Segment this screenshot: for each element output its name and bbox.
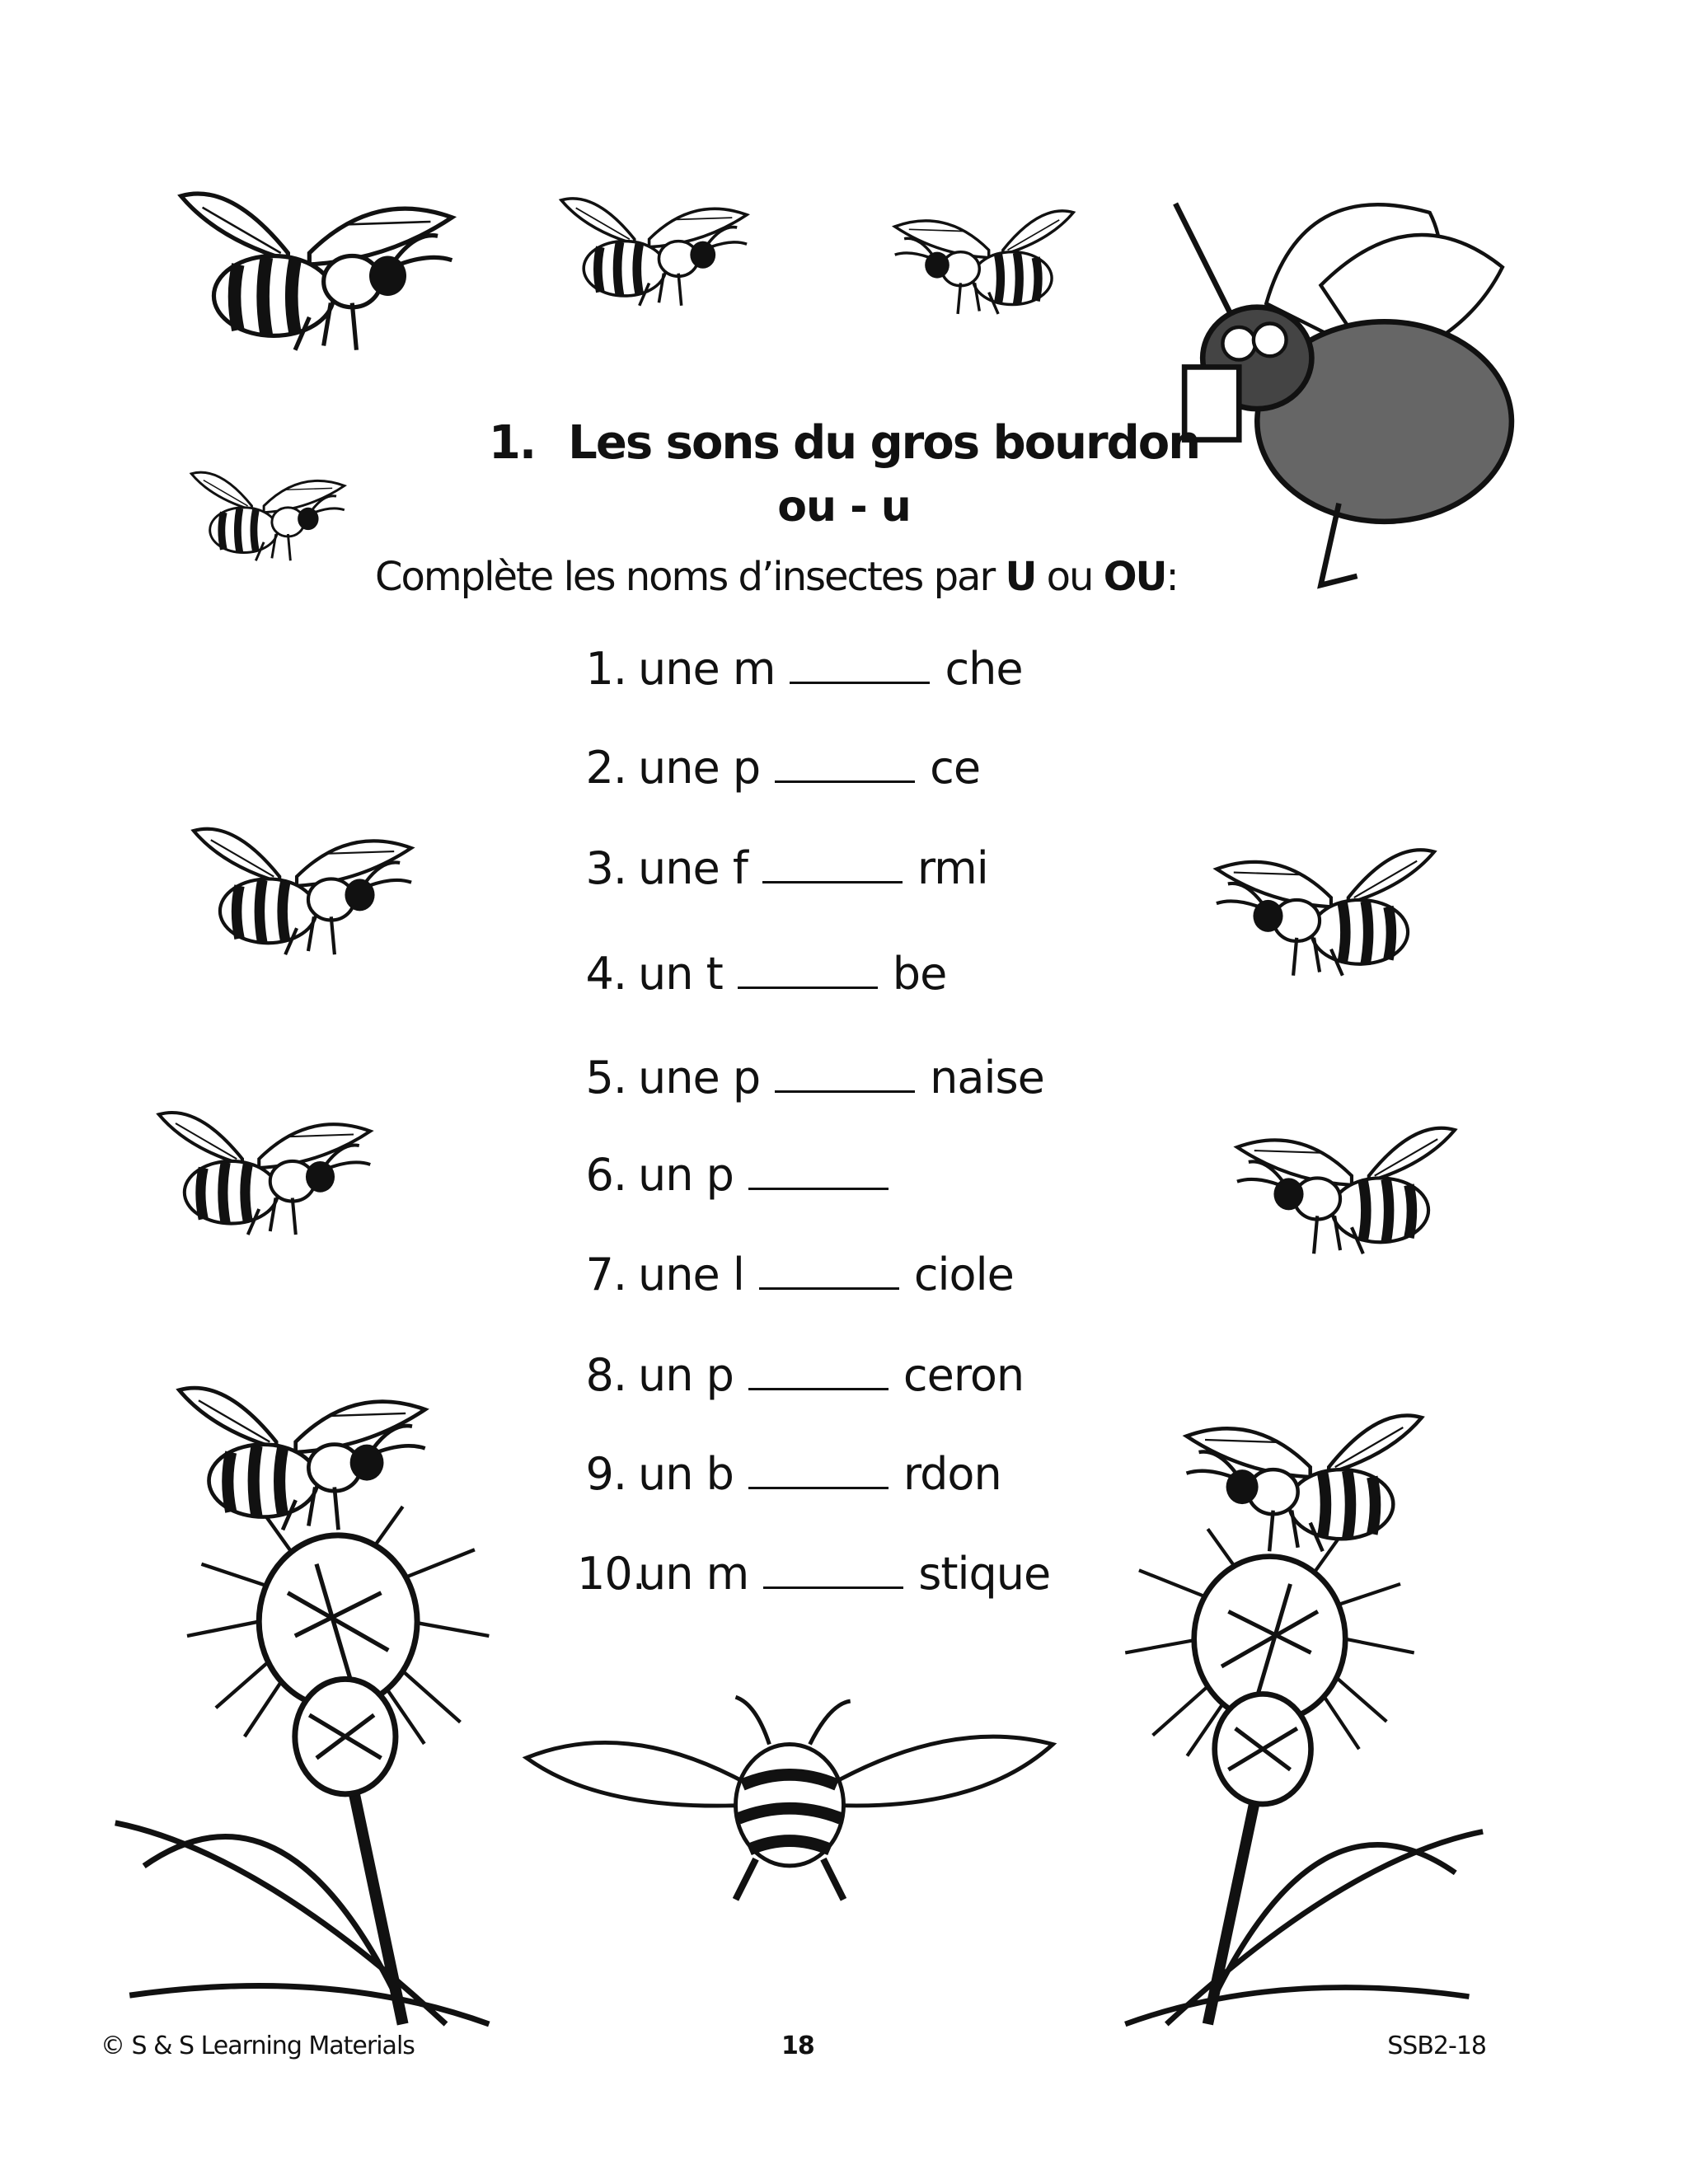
item-prefix: une l [638, 1249, 744, 1301]
item-suffix: naise [930, 1052, 1044, 1104]
item-prefix: un p [638, 1349, 734, 1401]
answer-blank[interactable] [762, 848, 903, 883]
flying-bumblebee-illustration [515, 1690, 1064, 1906]
item-suffix: ce [930, 742, 981, 794]
item-number: 10. [577, 1548, 645, 1600]
item-suffix: che [945, 643, 1023, 695]
item-number: 4. [585, 948, 626, 1000]
item-number: 8. [585, 1349, 626, 1401]
item-suffix: rmi [917, 842, 988, 894]
answer-blank[interactable] [748, 1454, 889, 1489]
item-number: 1. [585, 643, 626, 695]
item-prefix: un m [638, 1548, 749, 1600]
bee-illustration [1231, 1099, 1461, 1286]
exercise-item [577, 1349, 1024, 1401]
answer-blank[interactable] [738, 954, 878, 989]
product-code: SSB2-18 [1387, 2032, 1486, 2060]
item-suffix: rdon [903, 1448, 1001, 1500]
answer-blank[interactable] [775, 748, 915, 783]
item-number: 2. [585, 742, 626, 794]
copyright: © S & S Learning Materials [101, 2032, 415, 2060]
exercise-item [577, 948, 946, 1000]
item-number: 5. [585, 1052, 626, 1104]
item-suffix: stique [918, 1548, 1051, 1600]
answer-blank[interactable] [759, 1254, 899, 1290]
item-number: 9. [585, 1448, 626, 1500]
page-number: 18 [781, 2032, 814, 2060]
instruction: Complète les noms d’insectes par U ou OU: [375, 554, 1178, 600]
exercise-item [577, 1149, 903, 1201]
page-subtitle: ou - u [777, 482, 911, 532]
item-suffix: ciole [913, 1249, 1014, 1301]
cartoon-bumblebee-drinking-illustration [1155, 194, 1523, 612]
item-number: 7. [585, 1249, 626, 1301]
item-prefix: une p [638, 742, 761, 794]
bee-illustration [174, 180, 459, 368]
exercise-item [577, 1448, 1001, 1500]
bee-illustration [188, 800, 417, 987]
answer-blank[interactable] [748, 1355, 889, 1390]
exercise-item [577, 643, 1023, 695]
item-prefix: un t [638, 948, 723, 1000]
answer-blank[interactable] [775, 1057, 915, 1093]
answer-blank[interactable] [790, 649, 930, 684]
answer-blank[interactable] [763, 1554, 903, 1589]
answer-blank[interactable] [748, 1155, 889, 1190]
thistle-with-bee-illustration [1078, 1405, 1503, 2024]
item-prefix: une p [638, 1052, 761, 1104]
exercise-item [577, 1249, 1014, 1301]
bee-illustration [153, 1085, 376, 1266]
exercise-item [577, 1052, 1044, 1104]
item-prefix: une m [638, 643, 776, 695]
bee-illustration [556, 160, 752, 348]
bee-illustration [1211, 821, 1440, 1009]
item-number: 6. [585, 1149, 626, 1201]
item-number: 3. [585, 842, 626, 894]
item-suffix: ceron [903, 1349, 1025, 1401]
item-prefix: un b [638, 1448, 734, 1500]
exercise-item [577, 842, 988, 894]
page-title: 1. Les sons du gros bourdon [488, 416, 1200, 470]
item-prefix: une f [638, 842, 748, 894]
exercise-item [577, 1548, 1050, 1600]
exercise-item [577, 742, 980, 794]
thistle-with-bee-illustration [91, 1377, 542, 2024]
item-prefix: un p [638, 1149, 734, 1201]
item-suffix: be [892, 948, 947, 1000]
bee-illustration [890, 160, 1078, 368]
